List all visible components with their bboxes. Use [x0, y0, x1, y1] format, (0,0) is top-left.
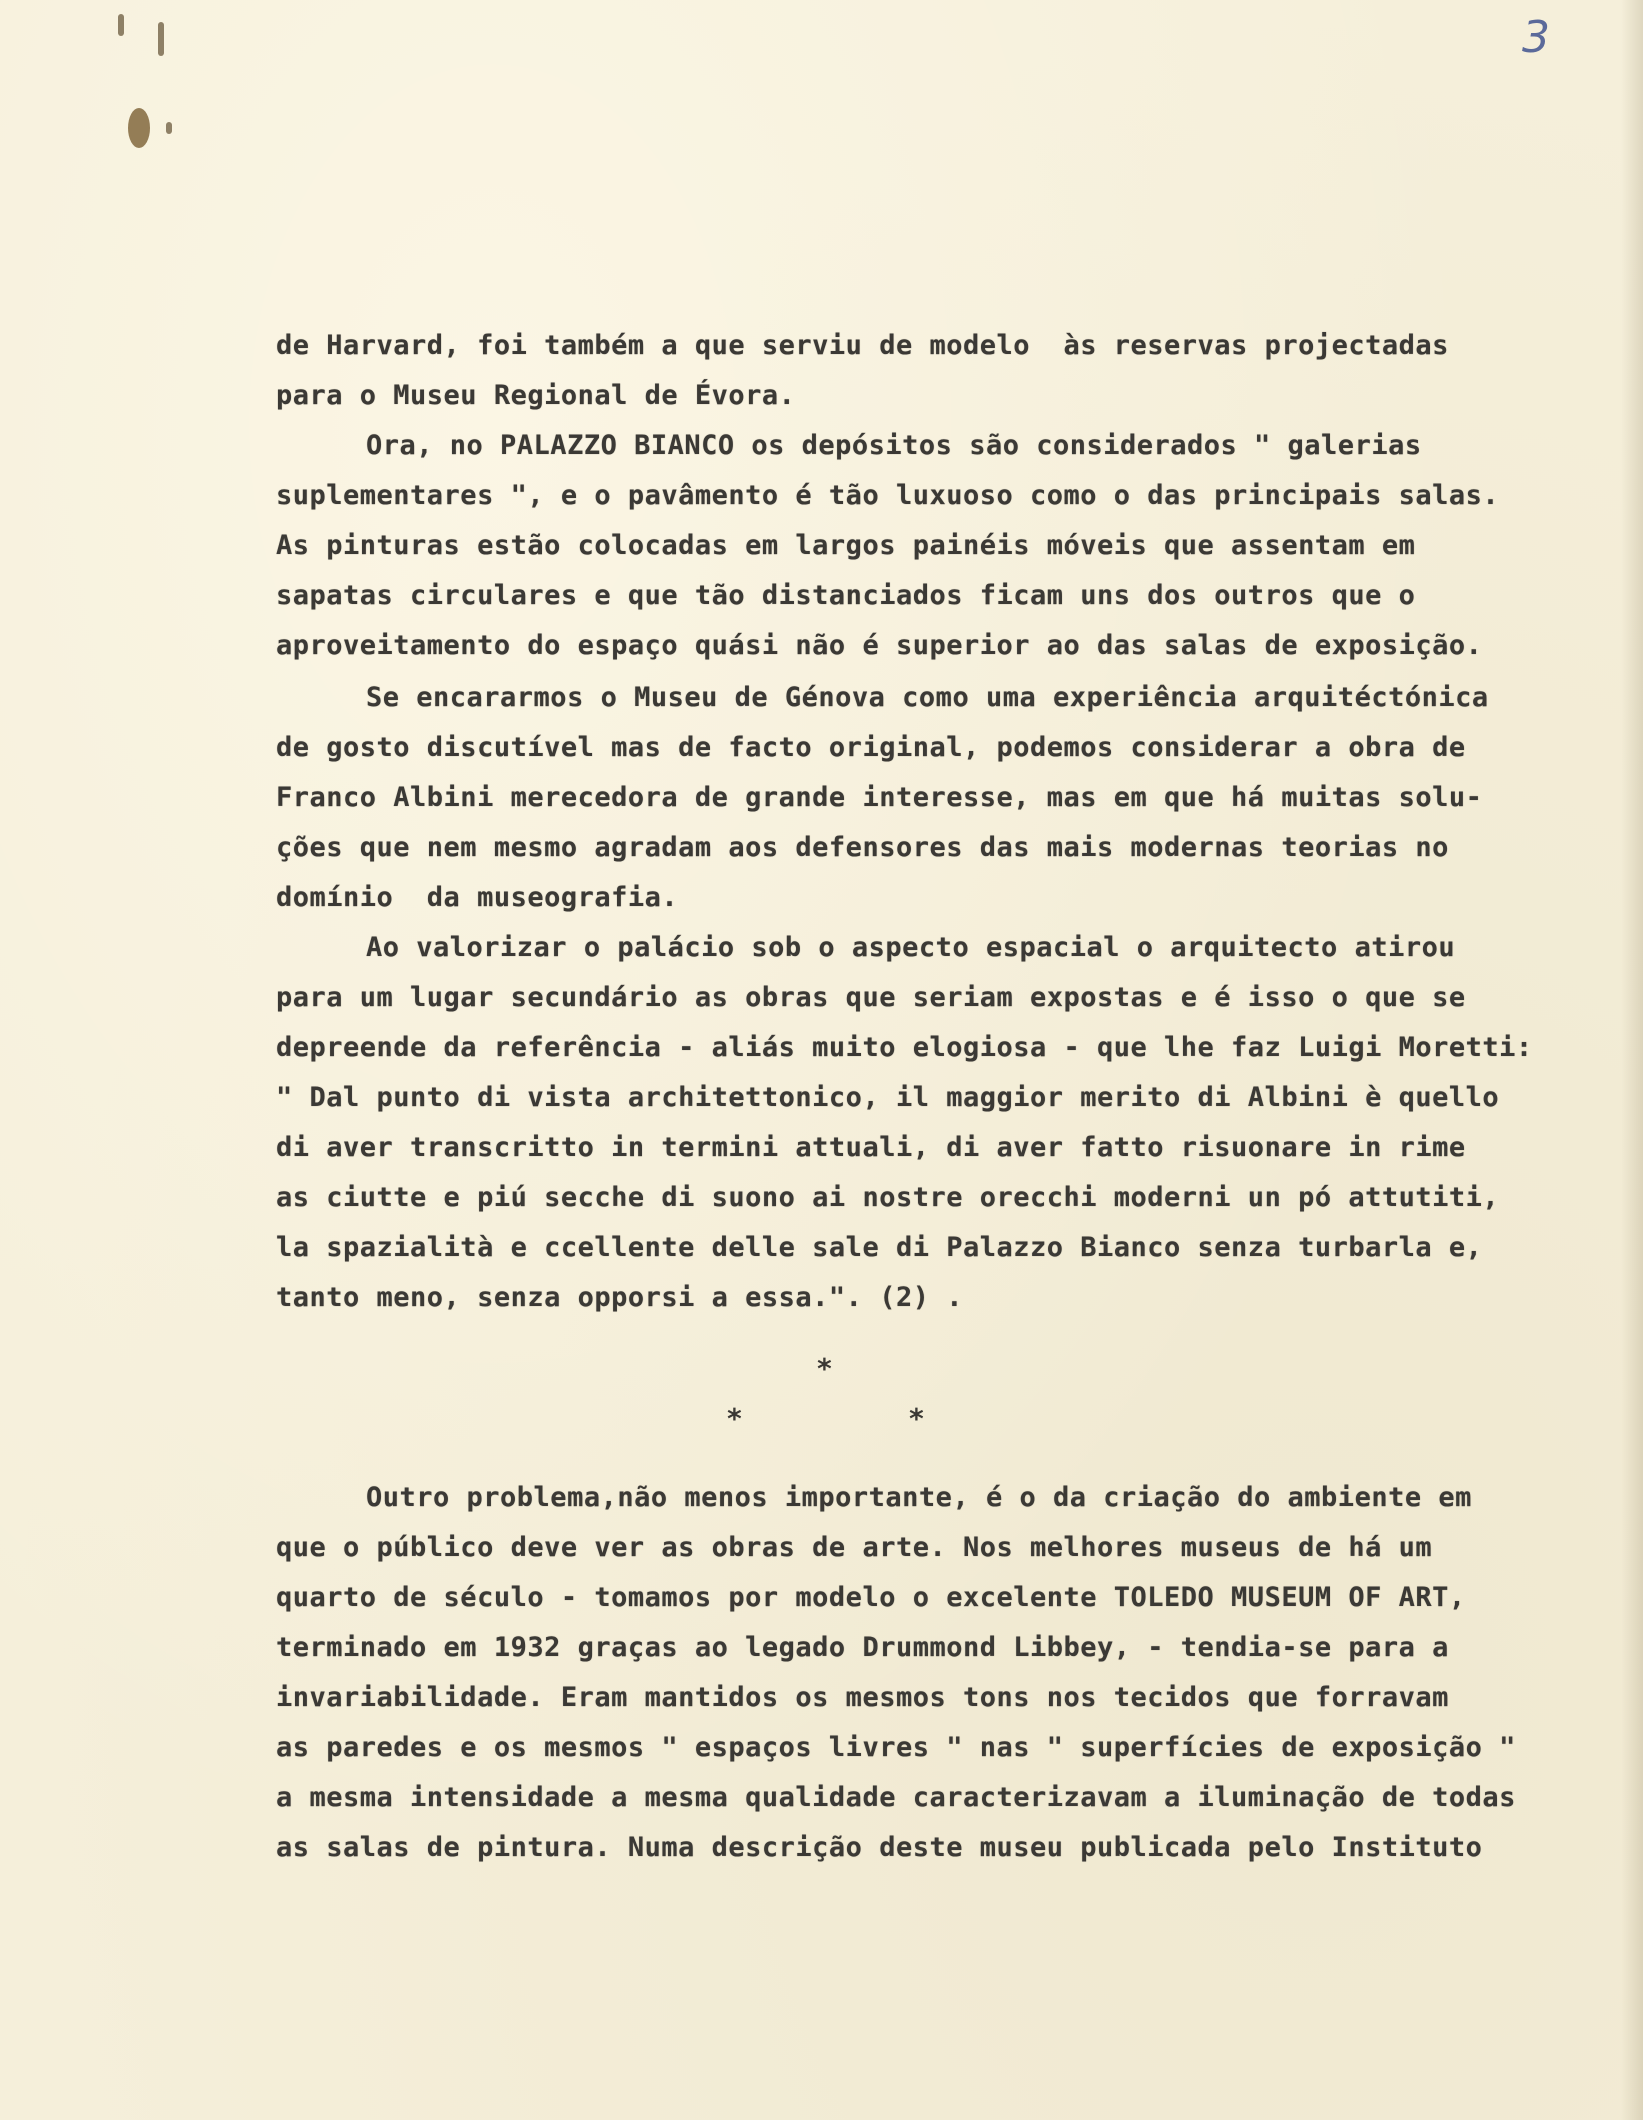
- text-line: As pinturas estão colocadas em largos painéis móveis que assentam em: [276, 530, 1416, 561]
- text-line: a mesma intensidade a mesma qualidade caracterizavam a iluminação de todas: [276, 1782, 1516, 1813]
- text-line: para um lugar secundário as obras que seriam expostas e é isso o que se: [276, 982, 1466, 1013]
- separator-asterisk: *: [726, 1402, 743, 1435]
- text-line: as salas de pintura. Numa descrição deste museu publicada pelo Instituto: [276, 1832, 1483, 1863]
- text-line: depreende da referência - aliás muito elogiosa - que lhe faz Luigi Moretti:: [276, 1032, 1533, 1063]
- page-edge-shadow: [1621, 0, 1643, 2120]
- text-line: invariabilidade. Eram mantidos os mesmos tons nos tecidos que forravam: [276, 1682, 1449, 1713]
- text-line: Se encararmos o Museu de Génova como uma experiência arquitéctónica: [366, 682, 1489, 713]
- text-line: as paredes e os mesmos " espaços livres " nas " superfícies de exposição ": [276, 1732, 1516, 1763]
- text-line: quarto de século - tomamos por modelo o excelente TOLEDO MUSEUM OF ART,: [276, 1582, 1466, 1613]
- text-line: " Dal punto di vista architettonico, il maggior merito di Albini è quello: [276, 1082, 1500, 1113]
- punch-mark: [158, 22, 164, 56]
- text-line: Ora, no PALAZZO BIANCO os depósitos são considerados " galerias: [366, 430, 1422, 461]
- text-line: sapatas circulares e que tão distanciados ficam uns dos outros que o: [276, 580, 1416, 611]
- text-line: di aver transcritto in termini attuali, di aver fatto risuonare in rime: [276, 1132, 1466, 1163]
- punch-mark: [118, 14, 124, 36]
- text-line: as ciutte e piú secche di suono ai nostre orecchi moderni un pó attutiti,: [276, 1182, 1500, 1213]
- text-line: Franco Albini merecedora de grande interesse, mas em que há muitas solu-: [276, 782, 1483, 813]
- text-line: terminado em 1932 graças ao legado Drummond Libbey, - tendia-se para a: [276, 1632, 1449, 1663]
- text-line: que o público deve ver as obras de arte. Nos melhores museus de há um: [276, 1532, 1433, 1563]
- text-line: ções que nem mesmo agradam aos defensores das mais modernas teorias no: [276, 832, 1449, 863]
- text-line: aproveitamento do espaço quási não é superior ao das salas de exposição.: [276, 630, 1483, 661]
- text-line: para o Museu Regional de Évora.: [276, 380, 796, 411]
- text-line: la spazialità e ccellente delle sale di Palazzo Bianco senza turbarla e,: [276, 1232, 1483, 1263]
- text-line: domínio da museografia.: [276, 882, 679, 913]
- text-line: tanto meno, senza opporsi a essa.". (2) .: [276, 1282, 963, 1313]
- text-line: Ao valorizar o palácio sob o aspecto espacial o arquitecto atirou: [366, 932, 1456, 963]
- punch-mark: [166, 122, 172, 134]
- text-line: suplementares ", e o pavâmento é tão luxuoso como o das principais salas.: [276, 480, 1500, 511]
- separator-asterisk: *: [908, 1402, 925, 1435]
- text-line: de gosto discutível mas de facto original, podemos considerar a obra de: [276, 732, 1466, 763]
- rust-stain: [128, 108, 150, 148]
- page-number: 3: [1522, 12, 1550, 63]
- text-line: de Harvard, foi também a que serviu de modelo às reservas projectadas: [276, 330, 1449, 361]
- text-line: Outro problema,não menos importante, é o da criação do ambiente em: [366, 1482, 1472, 1513]
- separator-asterisk: *: [816, 1352, 833, 1385]
